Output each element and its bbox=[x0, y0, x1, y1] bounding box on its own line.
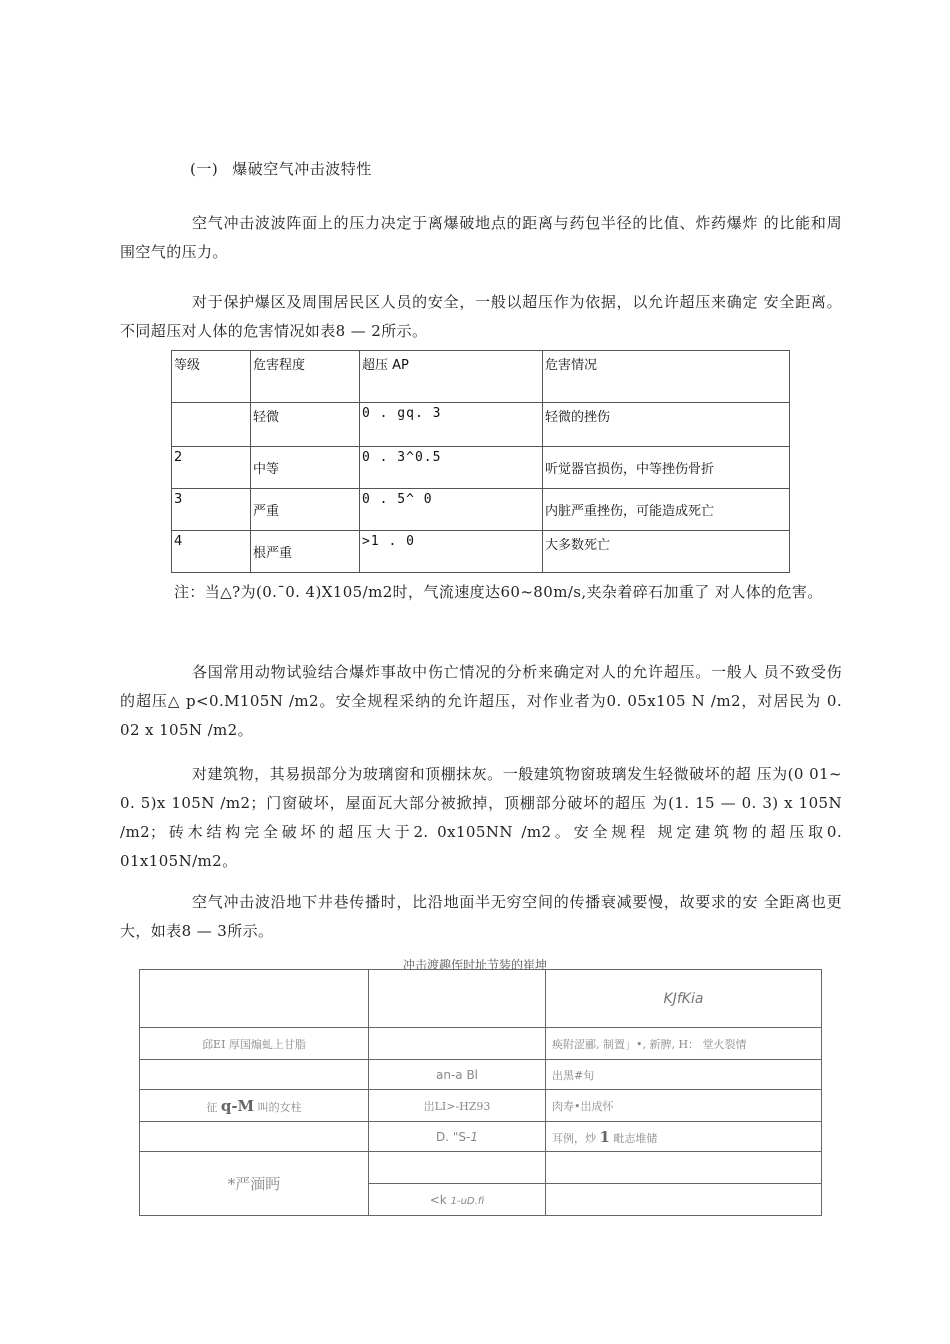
cell-overpressure: >1 . 0 bbox=[360, 531, 543, 573]
cell-harm: 轻微的挫伤 bbox=[543, 403, 790, 447]
table-row bbox=[140, 1060, 822, 1090]
table-row bbox=[172, 403, 790, 447]
table-row bbox=[140, 970, 822, 1028]
cell-level: 2 bbox=[172, 447, 251, 489]
cell-blank bbox=[369, 1028, 546, 1060]
table-overpressure-harm bbox=[171, 350, 790, 573]
table-underground-distance bbox=[139, 969, 822, 1216]
cell-text-part: 痪附涩郦, 制置」•, 新脾, H： 堂火裂情 bbox=[552, 1037, 747, 1051]
table-row bbox=[172, 489, 790, 531]
cell-text-part: 征 bbox=[206, 1100, 218, 1114]
cell-level: 4 bbox=[172, 531, 251, 573]
paragraph-allowed-overpressure: 各国常用动物试验结合爆炸事故中伤亡情况的分析来确定对人的允许超压。一般人 员不致受伤的超压△ p<0.M105N /m2。安全规程采纳的允许超压，对作业者为0. 05x105 N /m2，对居民为 0. 02 x 105N /m2。 bbox=[120, 663, 842, 739]
section-number: (一) bbox=[190, 160, 219, 178]
cell-harm: 内脏严重挫伤，可能造成死亡 bbox=[543, 489, 790, 531]
header-harm: 危害情况 bbox=[543, 351, 790, 403]
cell-value: 岀LI>-HZ93 bbox=[369, 1090, 546, 1122]
cell-value bbox=[369, 1122, 546, 1152]
cell-text-part: 1-uD.fi bbox=[450, 1195, 485, 1207]
cell-blank bbox=[140, 970, 369, 1028]
cell-harm: 大多数死亡 bbox=[543, 531, 790, 573]
table-row bbox=[140, 1028, 822, 1060]
section-title: 爆破空气冲击波特性 bbox=[232, 160, 372, 178]
cell-level: 3 bbox=[172, 489, 251, 531]
cell-text-part: 叫的女柱 bbox=[257, 1100, 302, 1114]
cell-text bbox=[546, 1122, 822, 1152]
paragraph-personnel-safety: 对于保护爆区及周围居民区人员的安全，一般以超压作为依据，以允许超压来确定 安全距离。不同超压对人体的危害情况如表8 — 2所示。 bbox=[120, 293, 842, 340]
cell-blank bbox=[140, 1122, 369, 1152]
table-row bbox=[172, 447, 790, 489]
table-row bbox=[172, 531, 790, 573]
cell-blank bbox=[546, 1152, 822, 1184]
cell-harm: 听觉器官损伤，中等挫伤骨折 bbox=[543, 447, 790, 489]
cell-blank bbox=[546, 1184, 822, 1216]
cell-text-part: 毗志堆储 bbox=[613, 1131, 658, 1145]
table-row bbox=[140, 1122, 822, 1152]
table-header-row bbox=[172, 351, 790, 403]
cell-text bbox=[546, 1028, 822, 1060]
cell-text: 邱EI 厚国煽虬上甘脂 bbox=[140, 1028, 369, 1060]
cell-text-part: 1 bbox=[470, 1129, 478, 1144]
cell-text-part: 耳例，炒 bbox=[552, 1131, 596, 1145]
cell-blank bbox=[140, 1060, 369, 1090]
cell-blank bbox=[369, 1152, 546, 1184]
cell-text: *严湎眄 bbox=[140, 1152, 369, 1216]
section-heading bbox=[190, 158, 372, 179]
cell-text: 出黑#旬 bbox=[546, 1060, 822, 1090]
cell-text-part: q-M bbox=[220, 1096, 255, 1115]
header-overpressure: 超压 AP bbox=[360, 351, 543, 403]
cell-text-part: D. "S- bbox=[436, 1129, 471, 1144]
cell-overpressure: 0 . gq. 3 bbox=[360, 403, 543, 447]
cell-overpressure: 0 . 5^ 0 bbox=[360, 489, 543, 531]
table-note: 注：当△?为(0.ˉ0. 4)X105/m2时，气流速度达60~80m/s,夹杂着碎石加重了 对人体的危害。 bbox=[174, 583, 823, 601]
cell-value bbox=[369, 1184, 546, 1216]
cell-text-part: <k bbox=[429, 1192, 447, 1207]
table-row bbox=[140, 1152, 822, 1184]
table-row bbox=[140, 1090, 822, 1122]
header-level: 等级 bbox=[172, 351, 251, 403]
table2-caption: 冲击渡趣侄时址节装的崔坤 bbox=[402, 958, 547, 972]
cell-degree: 中等 bbox=[251, 447, 360, 489]
cell-degree: 轻微 bbox=[251, 403, 360, 447]
cell-text: 肉寿•岀成怀 bbox=[546, 1090, 822, 1122]
cell-value: an-a Bl bbox=[369, 1060, 546, 1090]
cell-blank bbox=[369, 970, 546, 1028]
header-degree: 危害程度 bbox=[251, 351, 360, 403]
cell-header-text: KJfKia bbox=[546, 970, 822, 1028]
cell-text-part: 1 bbox=[599, 1127, 610, 1146]
cell-degree: 根严重 bbox=[251, 531, 360, 573]
cell-degree: 严重 bbox=[251, 489, 360, 531]
paragraph-pressure-factors: 空气冲击波波阵面上的压力决定于离爆破地点的距离与药包半径的比值、炸药爆炸 的比能和周围空气的压力。 bbox=[120, 214, 842, 261]
cell-level bbox=[172, 403, 251, 447]
paragraph-buildings: 对建筑物，其易损部分为玻璃窗和顶棚抹灰。一般建筑物窗玻璃发生轻微破坏的超 压为(0 01~ 0. 5)x 105N /m2；门窗破坏，屋面瓦大部分被掀掉，顶棚部分破坏的超压 为(1. 15 — 0. 3) x 105N /m2；砖木结构完全破坏的超压大于2. 0x105NN /m2。安全规程 规定建筑物的超压取0. 01x105N/m2。 bbox=[120, 765, 842, 870]
paragraph-underground: 空气冲击波沿地下井巷传播时，比沿地面半无穷空间的传播衰减要慢，故要求的安 全距离也更大，如表8 — 3所示。 bbox=[120, 893, 842, 940]
cell-overpressure: 0 . 3^0.5 bbox=[360, 447, 543, 489]
cell-text bbox=[140, 1090, 369, 1122]
